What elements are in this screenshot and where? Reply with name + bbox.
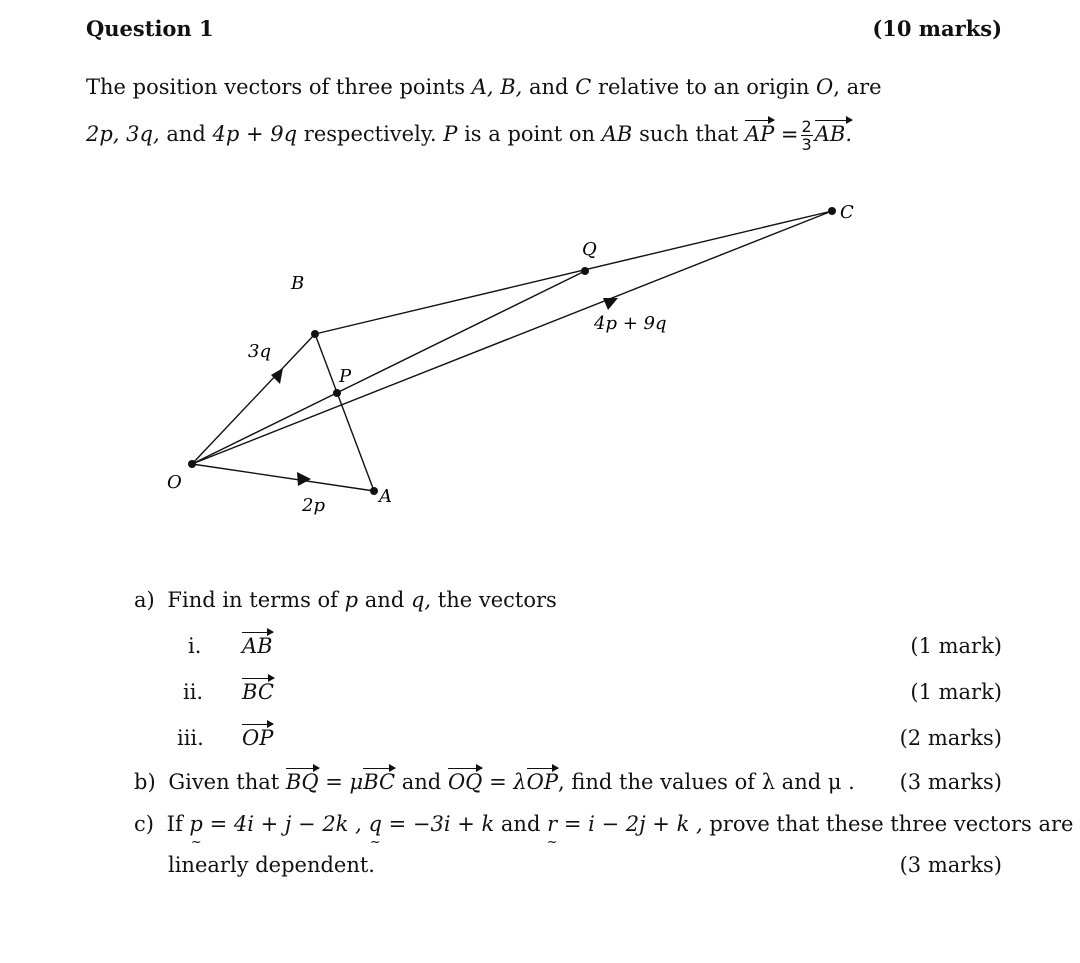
label-3q: 3q: [248, 341, 271, 362]
part-a-item-2-vec: [242, 680, 274, 704]
part-c-r: r ~: [547, 812, 557, 836]
intro-origin-o: O: [816, 75, 834, 99]
label-P: P: [339, 366, 352, 387]
intro-and: and: [529, 75, 569, 99]
intro-and-2: and: [166, 122, 206, 146]
part-c-rest: prove that these three vectors are: [709, 812, 1074, 836]
part-a-item-1-vec: [242, 634, 273, 658]
arrow-4p9q: [603, 298, 618, 310]
part-a-text-1: Find in terms of: [167, 588, 338, 612]
intro-point-p: P: [443, 122, 458, 146]
intro-text-b: relative to an origin: [597, 75, 810, 99]
part-c-and: and: [500, 812, 541, 836]
point-Q: [581, 267, 589, 275]
label-4p9q: 4p + 9q: [594, 313, 667, 334]
label-O: O: [167, 472, 182, 493]
label-A: A: [379, 486, 392, 507]
part-c-r-def: = i − 2j + k ,: [563, 812, 703, 836]
intro-point-c: C: [575, 75, 592, 99]
point-A: [370, 487, 378, 495]
part-b-prompt: [134, 770, 855, 794]
label-Q: Q: [582, 239, 597, 260]
vector-ap: AP: [744, 122, 775, 146]
intro-points-ab: A, B,: [471, 75, 523, 99]
part-b-label: b): [134, 770, 156, 794]
vector-ab-intro: AB.: [814, 122, 852, 146]
part-a-item-3-marks: (2 marks): [899, 726, 1002, 750]
line-BC: [315, 211, 832, 334]
point-P: [333, 389, 341, 397]
vector-op-b: OP: [526, 770, 559, 794]
part-b-eq-mu: = μ: [325, 770, 364, 794]
point-O: [188, 460, 196, 468]
point-C: [828, 207, 836, 215]
label-C: C: [840, 202, 854, 223]
part-a-item-1-marks: (1 mark): [910, 634, 1002, 658]
line-OA: [192, 464, 374, 491]
part-b-eq-lambda: = λ: [489, 770, 527, 794]
part-a-item-3-vec: [242, 726, 273, 750]
part-c-label: c): [134, 812, 154, 836]
intro-line-2: [86, 118, 852, 153]
part-c-p: p ~: [189, 812, 202, 836]
intro-line-1: [86, 75, 882, 99]
vector-ab: AB: [242, 634, 273, 658]
point-B: [311, 330, 319, 338]
part-a-prompt: [134, 588, 557, 612]
vector-bc-b: BC: [363, 770, 396, 794]
intro-text-a: The position vectors of three points: [86, 75, 466, 99]
arrow-3q: [271, 368, 283, 384]
part-c-line-2: linearly dependent.: [168, 853, 375, 877]
part-c-q-def: = −3i + k: [388, 812, 495, 836]
part-b-rest: , find the values of λ and μ .: [558, 770, 855, 794]
line-OC: [192, 211, 832, 464]
vector-op: OP: [242, 726, 274, 750]
part-c-prompt: [134, 812, 1073, 836]
vector-2p: 2p,: [86, 122, 120, 146]
part-a-text-2: the vectors: [437, 588, 557, 612]
line-OQ: [192, 271, 585, 464]
part-c-if: If: [166, 812, 183, 836]
part-a-p: p: [344, 588, 359, 612]
total-marks: (10 marks): [872, 16, 1002, 41]
vector-bq: BQ: [285, 770, 319, 794]
part-b-marks: (3 marks): [899, 770, 1002, 794]
vector-oq: OQ: [447, 770, 483, 794]
vector-bc: BC: [242, 680, 274, 704]
part-c-p-def: = 4i + j − 2k ,: [209, 812, 362, 836]
label-B: B: [291, 273, 305, 294]
arrow-2p: [297, 472, 311, 486]
vector-4p9q: 4p + 9q: [212, 122, 298, 146]
fraction-two-thirds: [801, 118, 813, 153]
vector-diagram: [0, 190, 1080, 530]
part-b-and: and: [401, 770, 442, 794]
question-title: Question 1: [86, 16, 214, 41]
intro-ab: AB: [601, 122, 633, 146]
intro-respectively: respectively.: [303, 122, 437, 146]
fraction-numerator: 2: [801, 117, 812, 136]
intro-text-c: , are: [833, 75, 882, 99]
label-2p: 2p: [302, 495, 325, 516]
part-a-q: q,: [410, 588, 432, 612]
fraction-denominator: 3: [801, 135, 812, 154]
part-a-and: and: [364, 588, 405, 612]
part-a-item-2-marks: (1 mark): [910, 680, 1002, 704]
part-c-marks: (3 marks): [899, 853, 1002, 877]
intro-such-that: such that: [639, 122, 739, 146]
part-a-item-3-num: iii.: [177, 726, 204, 750]
vector-3q: 3q,: [126, 122, 160, 146]
intro-equals: =: [780, 122, 799, 146]
part-a-label: a): [134, 588, 155, 612]
intro-point-on: is a point on: [464, 122, 596, 146]
part-a-item-2-num: ii.: [183, 680, 204, 704]
part-a-item-1-num: i.: [188, 634, 202, 658]
part-b-given: Given that: [168, 770, 280, 794]
part-c-q: q ~: [368, 812, 381, 836]
